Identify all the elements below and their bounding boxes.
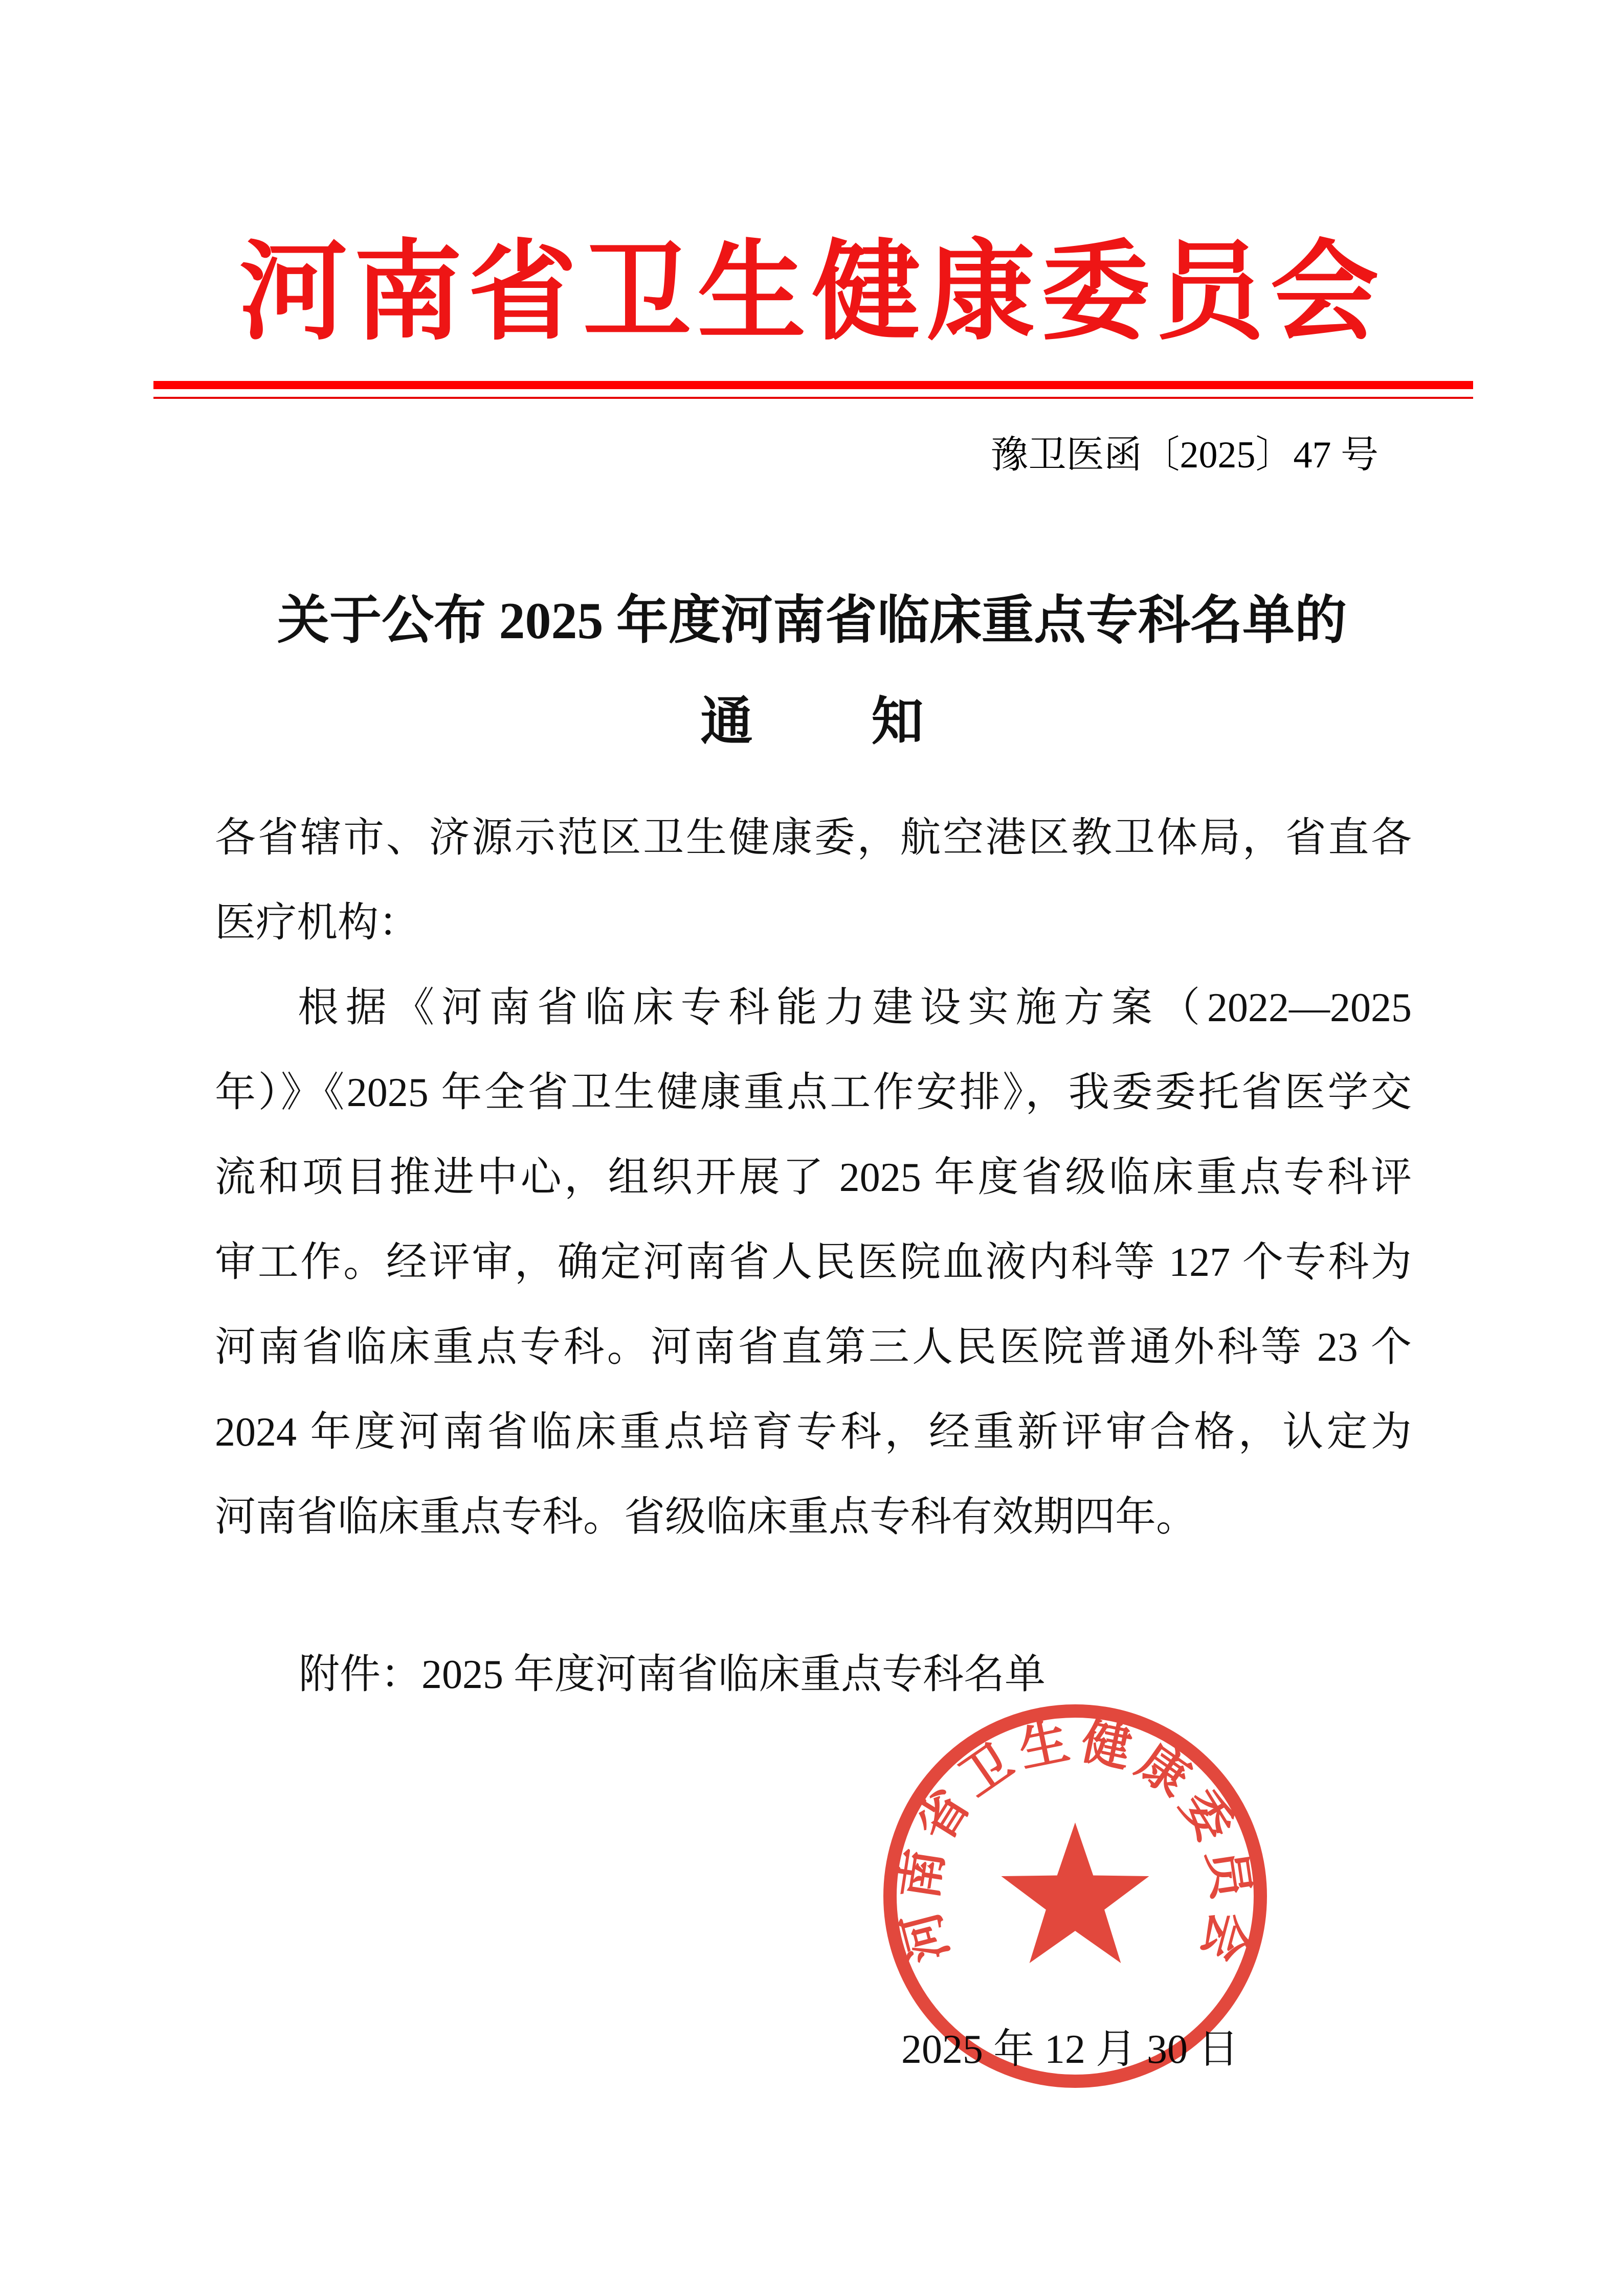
body-line: 流和项目推进中心，组织开展了 2025 年度省级临床重点专科评 xyxy=(215,1155,1412,1200)
body-line: 2024 年度河南省临床重点培育专科，经重新评审合格，认定为 xyxy=(215,1410,1412,1455)
body-line: 审工作。经评审，确定河南省人民医院血液内科等 127 个专科为 xyxy=(215,1240,1412,1285)
letterhead-rule-thin xyxy=(153,397,1473,399)
body-line: 根据《河南省临床专科能力建设实施方案（2022—2025 xyxy=(298,985,1412,1030)
letterhead-rule-thick xyxy=(153,381,1473,389)
document-number: 豫卫医函〔2025〕47 号 xyxy=(990,434,1378,476)
official-seal xyxy=(876,1697,1275,2096)
body-line: 医疗机构： xyxy=(215,901,419,946)
attachment-line: 附件：2025 年度河南省临床重点专科名单 xyxy=(299,1652,1045,1697)
body-line: 各省辖市、济源示范区卫生健康委，航空港区教卫体局，省直各 xyxy=(215,816,1412,861)
body-line: 河南省临床重点专科。省级临床重点专科有效期四年。 xyxy=(215,1495,1197,1540)
notice-title-char-tong: 通 xyxy=(700,693,753,751)
body-paragraphs xyxy=(215,796,1412,1560)
star-icon xyxy=(1001,1822,1149,1963)
body-line: 年）》《2025 年全省卫生健康重点工作安排》，我委委托省医学交 xyxy=(215,1070,1412,1115)
notice-title-line2 xyxy=(0,684,1624,761)
seal-ring-text: 河南省卫生健康委员会 xyxy=(891,1714,1259,1969)
issue-date: 2025 年 12 月 30 日 xyxy=(901,2027,1239,2072)
notice-title-char-zhi: 知 xyxy=(871,693,924,751)
body-line: 河南省临床重点专科。河南省直第三人民医院普通外科等 23 个 xyxy=(215,1325,1412,1370)
agency-title: 河南省卫生健康委员会 xyxy=(239,233,1385,353)
notice-title-line1: 关于公布 2025 年度河南省临床重点专科名单的 xyxy=(277,592,1347,650)
